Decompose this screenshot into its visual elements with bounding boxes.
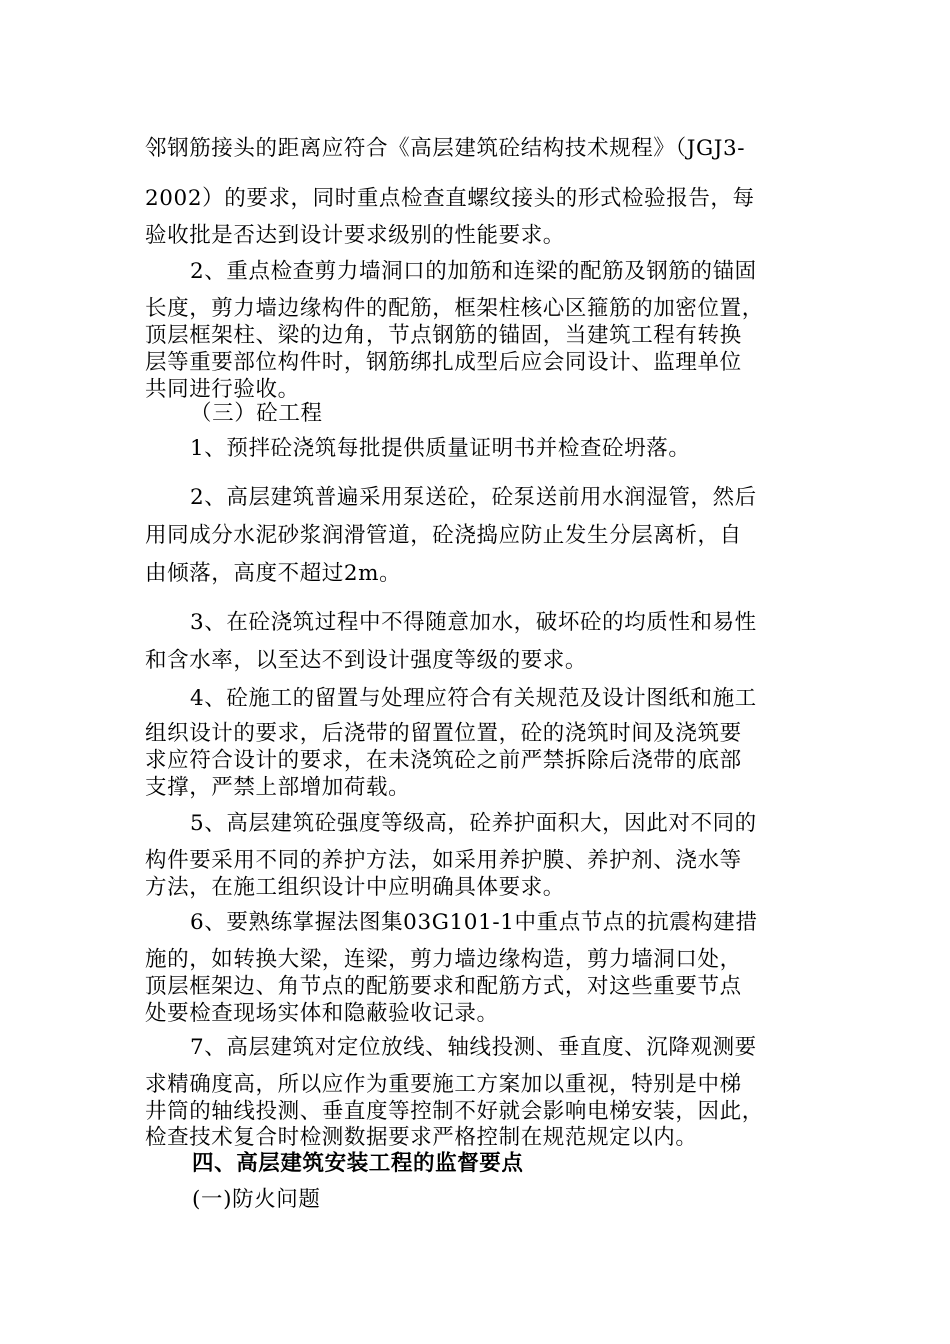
text-line: 1、预拌砼浇筑每批提供质量证明书并检查砼坍落。 [190, 436, 691, 461]
text-line: 7、高层建筑对定位放线、轴线投测、垂直度、沉降观测要 [190, 1035, 757, 1060]
text-line: 方法，在施工组织设计中应明确具体要求。 [145, 875, 565, 900]
text-line: 层等重要部位构件时，钢筋绑扎成型后应会同设计、监理单位 [145, 350, 742, 375]
text-line: 长度，剪力墙边缘构件的配筋，框架柱核心区箍筋的加密位置， [145, 296, 764, 321]
text-line: 3、在砼浇筑过程中不得随意加水，破坏砼的均质性和易性 [190, 610, 757, 635]
text-line: 检查技术复合时检测数据要求严格控制在规范规定以内。 [145, 1125, 698, 1150]
subsection-heading: (一)防火问题 [192, 1187, 321, 1212]
text-line: 用同成分水泥砂浆润滑管道，砼浇捣应防止发生分层离析，自 [145, 523, 742, 548]
text-line: 邻钢筋接头的距离应符合《高层建筑砼结构技术规程》（JGJ3- [145, 136, 746, 161]
text-line: 5、高层建筑砼强度等级高，砼养护面积大，因此对不同的 [190, 811, 757, 836]
chapter-heading: 四、高层建筑安装工程的监督要点 [192, 1151, 524, 1176]
text-line: 求精确度高，所以应作为重要施工方案加以重视，特别是中梯 [145, 1072, 742, 1097]
text-line: 由倾落，高度不超过2m。 [145, 561, 402, 586]
text-line: 构件要采用不同的养护方法，如采用养护膜、养护剂、浇水等 [145, 848, 742, 873]
text-line: 和含水率，以至达不到设计强度等级的要求。 [145, 648, 588, 673]
text-line: 顶层框架边、角节点的配筋要求和配筋方式，对这些重要节点 [145, 974, 742, 999]
text-line: 2、高层建筑普遍采用泵送砼，砼泵送前用水润湿管，然后 [190, 485, 757, 510]
text-line: 6、要熟练掌握法图集03G101-1中重点节点的抗震构建措 [190, 910, 758, 935]
text-line: 施的，如转换大梁，连梁，剪力墙边缘构造，剪力墙洞口处， [145, 947, 742, 972]
text-line: 顶层框架柱、梁的边角，节点钢筋的锚固，当建筑工程有转换 [145, 323, 742, 348]
text-line: 2、重点检查剪力墙洞口的加筋和连梁的配筋及钢筋的锚固 [190, 259, 757, 284]
text-line: 验收批是否达到设计要求级别的性能要求。 [145, 223, 565, 248]
text-line: 求应符合设计的要求，在未浇筑砼之前严禁拆除后浇带的底部 [145, 748, 742, 773]
section-heading: （三）砼工程 [190, 401, 323, 426]
text-line: 2002）的要求，同时重点检查直螺纹接头的形式检验报告，每 [145, 186, 755, 211]
text-line: 支撑，严禁上部增加荷载。 [145, 775, 411, 800]
text-line: 组织设计的要求，后浇带的留置位置，砼的浇筑时间及浇筑要 [145, 721, 742, 746]
text-line: 4、砼施工的留置与处理应符合有关规范及设计图纸和施工 [190, 686, 757, 711]
text-line: 处要检查现场实体和隐蔽验收记录。 [145, 1001, 499, 1026]
text-line: 井筒的轴线投测、垂直度等控制不好就会影响电梯安装，因此， [145, 1099, 764, 1124]
text-line: 共同进行验收。 [145, 377, 300, 402]
